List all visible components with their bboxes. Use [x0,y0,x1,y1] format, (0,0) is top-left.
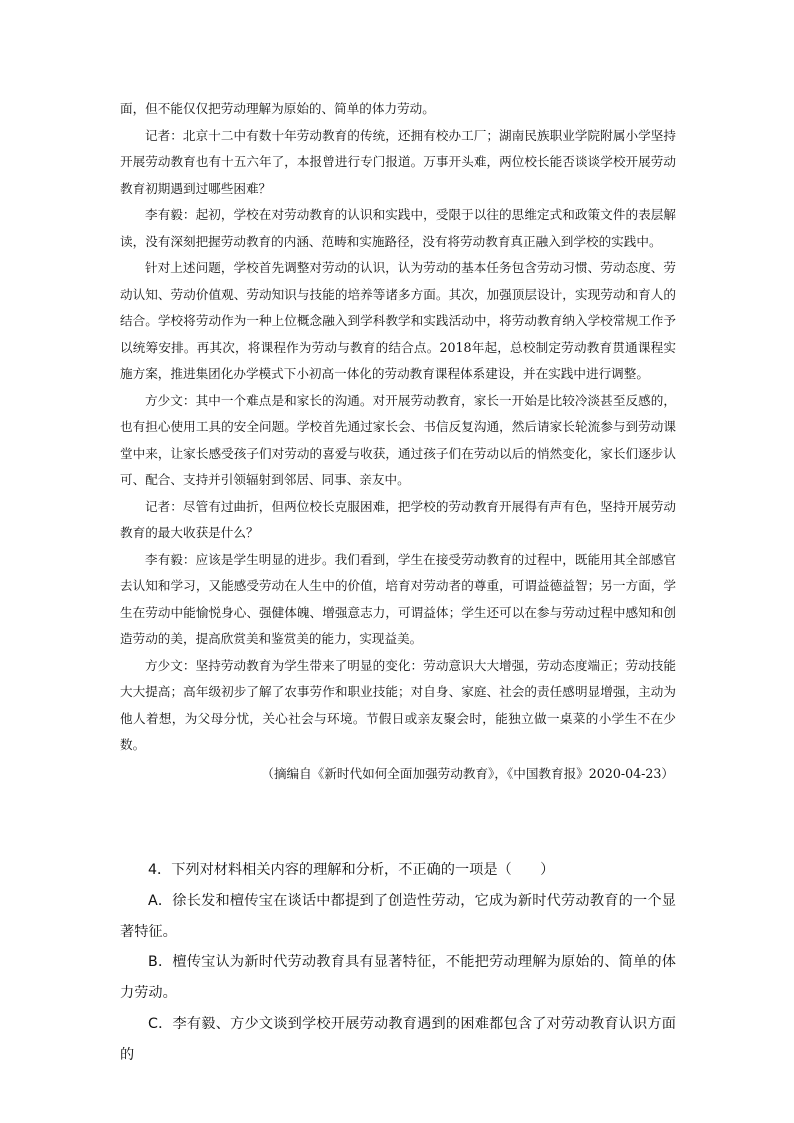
paragraph-continuation: 面，但不能仅仅把劳动理解为原始的、简单的体力劳动。 [120,101,435,116]
option-a: A．徐长发和檀传宝在谈话中都提到了创造性劳动，它成为新时代劳动教育的一个显著特征。 [120,892,676,940]
paragraph-li-youyi-measures: 针对上述问题，学校首先调整对劳动的认识，认为劳动的基本任务包含劳动习惯、劳动态度、劳动认知、劳动价值观、劳动知识与技能的培养等诸多方面。其次，加强顶层设计，实现劳动和育人的结合。学校将劳动作为一种上位概念融入到学科教学和实践活动中，将劳动教育纳入学校常规工作予以统筹安排。再其次，将课程作为劳动与教育的结合点。2018年起，总校制定劳动教育贯通课程实施方案，推进集团化办学模式下小初高一体化的劳动教育课程体系建设，并在实践中进行调整。 [120,260,676,381]
paragraph-fang-shaowen-answer-2: 方少文：坚持劳动教育为学生带来了明显的变化：劳动意识大大增强，劳动态度端正；劳动技能大大提高；高年级初步了解了农事劳作和职业技能；对自身、家庭、社会的责任感明显增强，主动为他人着想，为父母分忧，关心社会与环境。节假日或亲友聚会时，能独立做一桌菜的小学生不在少数。 [120,657,676,752]
article-body [120,96,676,787]
paragraph-li-youyi-answer-2: 李有毅：应该是学生明显的进步。我们看到，学生在接受劳动教育的过程中，既能用其全部感官去认知和学习，又能感受劳动在人生中的价值，培育对劳动者的尊重，可谓益德益智；另一方面，学生在劳动中能愉悦身心、强健体魄、增强意志力，可谓益体；学生还可以在参与劳动过程中感知和创造劳动的美，提高欣赏美和鉴赏美的能力，实现益美。 [120,551,676,646]
option-c: C．李有毅、方少文谈到学校开展劳动教育遇到的困难都包含了对劳动教育认识方面的 [120,1015,676,1063]
source-citation: （摘编自《新时代如何全面加强劳动教育》，《中国教育报》2020-04-23） [261,765,674,781]
paragraph-reporter-question-1: 记者：北京十二中有数十年劳动教育的传统，还拥有校办工厂；湖南民族职业学院附属小学坚持开展劳动教育也有十五六年了，本报曾进行专门报道。万事开头难，两位校长能否谈谈学校开展劳动教育初期遇到过哪些困难？ [120,127,676,196]
paragraph-li-youyi-answer-1: 李有毅：起初，学校在对劳动教育的认识和实践中，受限于以往的思维定式和政策文件的表层解读，没有深刻把握劳动教育的内涵、范畴和实施路径，没有将劳动教育真正融入到学校的实践中。 [120,207,676,249]
question-block [120,855,676,1071]
question-stem: 4．下列对材料相关内容的理解和分析，不正确的一项是（ ） [148,862,555,878]
option-b: B．檀传宝认为新时代劳动教育具有显著特征，不能把劳动理解为原始的、简单的体力劳动。 [120,954,676,1002]
paragraph-fang-shaowen-answer-1: 方少文：其中一个难点是和家长的沟通。对开展劳动教育，家长一开始是比较冷淡甚至反感的，也有担心使用工具的安全问题。学校首先通过家长会、书信反复沟通，然后请家长轮流参与到劳动课堂中来，让家长感受孩子们对劳动的喜爱与收获，通过孩子们在劳动以后的悄然变化，家长们逐步认可、配合、支持并引领辐射到邻居、同事、亲友中。 [120,392,676,487]
paragraph-reporter-question-2: 记者：尽管有过曲折，但两位校长克服困难，把学校的劳动教育开展得有声有色，坚持开展劳动教育的最大收获是什么？ [120,498,676,540]
